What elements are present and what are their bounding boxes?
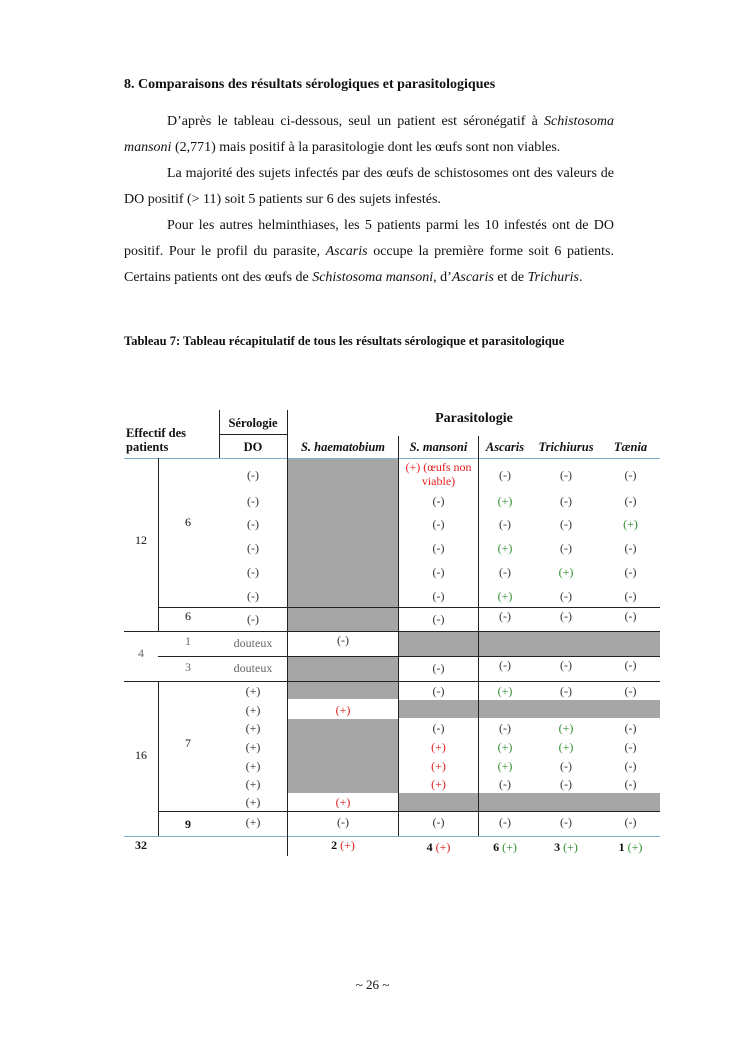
do-value: (+) — [245, 759, 261, 773]
ascaris-value: (+) — [497, 740, 513, 754]
s-mansoni-value: (-) — [432, 589, 445, 603]
gray-cell — [399, 700, 660, 718]
trichiurus-value: (-) — [560, 589, 572, 603]
trichiurus-value: (-) — [560, 609, 572, 623]
ascaris-value: (+) — [497, 684, 513, 698]
do-value: (-) — [247, 565, 259, 579]
header-trichiurus: Trichiurus — [538, 440, 594, 454]
taenia-value: (-) — [624, 658, 637, 672]
s-mansoni-value: (-) — [432, 612, 445, 626]
total-taenia: 1 (+) — [618, 840, 643, 854]
rule — [158, 681, 159, 836]
do-value: (+) — [245, 740, 261, 754]
ascaris-value: (-) — [499, 468, 511, 482]
s-mansoni-value: (-) — [432, 517, 445, 531]
ascaris-value: (-) — [499, 658, 511, 672]
trichiurus-value: (+) — [558, 740, 574, 754]
taenia-value: (-) — [624, 494, 637, 508]
ascaris-value: (-) — [499, 517, 511, 531]
do-value: (-) — [247, 589, 259, 603]
s-mansoni-value: (-) — [432, 815, 445, 829]
s-mansoni-value: (+) — [431, 777, 446, 791]
total-count: 32 — [135, 838, 147, 852]
ascaris-value: (+) — [497, 759, 513, 773]
header-parasitologie: Parasitologie — [435, 411, 513, 426]
trichiurus-value: (-) — [560, 541, 572, 555]
s-mansoni-value: (-) — [432, 494, 445, 508]
s-mansoni-value: (-) — [432, 565, 445, 579]
do-value: (-) — [247, 517, 259, 531]
rule — [124, 458, 660, 459]
subgroup-9: 9 — [185, 817, 191, 831]
header-do: DO — [243, 440, 263, 454]
gray-cell — [399, 793, 660, 811]
taenia-value: (-) — [624, 541, 637, 555]
header-s-mansoni: S. mansoni — [409, 440, 468, 454]
s-haematobium-value: (+) — [335, 795, 351, 809]
subgroup-1: 1 — [185, 634, 191, 648]
subgroup-3: 3 — [185, 660, 191, 674]
do-value: (-) — [247, 612, 259, 626]
total-s-mansoni: 4 (+) — [426, 840, 451, 854]
rule — [158, 811, 660, 812]
subgroup-6b: 6 — [185, 609, 191, 623]
total-s-haematobium: 2 (+) — [331, 838, 355, 852]
taenia-value: (-) — [624, 721, 637, 735]
do-value: (+) — [245, 703, 261, 717]
gray-cell — [288, 719, 398, 793]
do-value: (+) — [245, 777, 261, 791]
do-value: douteux — [233, 636, 273, 650]
ascaris-value: (+) — [497, 541, 513, 555]
header-s-haematobium: S. haematobium — [300, 440, 386, 454]
trichiurus-value: (-) — [560, 815, 572, 829]
s-mansoni-value: (-) — [432, 541, 445, 555]
s-haematobium-value: (-) — [337, 633, 349, 647]
subgroup-7: 7 — [185, 736, 191, 750]
paragraph-1: D’après le tableau ci-dessous, seul un patient est séronégatif à Schistosoma mansoni (2,771) mais positif à la parasitologie dont les œufs sont non viables. — [124, 114, 614, 155]
trichiurus-value: (+) — [558, 721, 574, 735]
s-mansoni-value: (+) — [431, 740, 446, 754]
group-16: 16 — [135, 748, 147, 762]
taenia-value: (+) — [623, 517, 638, 531]
trichiurus-value: (-) — [560, 468, 572, 482]
trichiurus-value: (-) — [560, 494, 572, 508]
subgroup-6a: 6 — [185, 515, 191, 529]
do-value: (-) — [247, 541, 259, 555]
section-heading: 8. Comparaisons des résultats sérologiques et parasitologiques — [124, 77, 496, 92]
table-caption: Tableau 7: Tableau récapitulatif de tous les résultats sérologique et parasitologique — [124, 334, 565, 348]
do-value: (+) — [245, 684, 261, 698]
total-ascaris: 6 (+) — [493, 840, 517, 854]
do-value: douteux — [233, 661, 273, 675]
trichiurus-value: (-) — [560, 517, 572, 531]
taenia-value: (-) — [624, 815, 637, 829]
s-haematobium-value: (+) — [335, 703, 351, 717]
ascaris-value: (-) — [499, 815, 511, 829]
paragraph-2: La majorité des sujets infectés par des œufs de schistosomes ont des valeurs de DO positif (> 11) soit 5 patients sur 6 des sujets infestés. — [124, 166, 614, 207]
taenia-value: (-) — [624, 684, 637, 698]
ascaris-value: (-) — [499, 609, 511, 623]
taenia-value: (-) — [624, 609, 637, 623]
taenia-value: (-) — [624, 777, 637, 791]
taenia-value: (-) — [624, 565, 637, 579]
do-value: (+) — [245, 815, 261, 829]
trichiurus-value: (-) — [560, 777, 572, 791]
trichiurus-value: (+) — [558, 565, 574, 579]
header-taenia: Tænia — [613, 440, 648, 454]
ascaris-value: (-) — [499, 565, 511, 579]
ascaris-value: (-) — [499, 777, 511, 791]
ascaris-value: (+) — [497, 494, 513, 508]
s-mansoni-value: (-) — [432, 721, 445, 735]
gray-cell — [288, 458, 398, 632]
gray-cell — [288, 681, 398, 699]
do-value: (+) — [245, 721, 261, 735]
page-number: ~ 26 ~ — [355, 977, 390, 992]
header-serologie: Sérologie — [228, 416, 278, 430]
taenia-value: (-) — [624, 468, 637, 482]
taenia-value: (-) — [624, 759, 637, 773]
header-ascaris: Ascaris — [485, 440, 525, 454]
group-4: 4 — [138, 646, 144, 660]
total-trichiurus: 3 (+) — [554, 840, 578, 854]
s-mansoni-value: (+) (œufs non viable) — [405, 460, 472, 488]
s-mansoni-value: (-) — [432, 684, 445, 698]
rule — [219, 434, 287, 435]
group-12: 12 — [135, 533, 147, 547]
do-value: (-) — [247, 494, 259, 508]
do-value: (-) — [247, 468, 259, 482]
ascaris-value: (-) — [499, 721, 511, 735]
trichiurus-value: (-) — [560, 759, 572, 773]
paragraph-3: Pour les autres helminthiases, les 5 patients parmi les 10 infestés ont de DO positif. Pour le profil du parasite, Ascaris occupe la première forme soit 6 patients. Certains patients ont des œufs de Schistosoma mansoni, d’Ascaris et de Trichuris. — [124, 218, 614, 285]
taenia-value: (-) — [624, 589, 637, 603]
taenia-value: (-) — [624, 740, 637, 754]
header-effectif: Effectif des patients — [126, 426, 187, 454]
s-haematobium-value: (-) — [337, 815, 349, 829]
s-mansoni-value: (+) — [431, 759, 446, 773]
gray-cell — [288, 657, 398, 681]
trichiurus-value: (-) — [560, 658, 572, 672]
ascaris-value: (+) — [497, 589, 513, 603]
trichiurus-value: (-) — [560, 684, 572, 698]
s-mansoni-value: (-) — [432, 661, 445, 675]
gray-cell — [399, 632, 660, 656]
do-value: (+) — [245, 795, 261, 809]
